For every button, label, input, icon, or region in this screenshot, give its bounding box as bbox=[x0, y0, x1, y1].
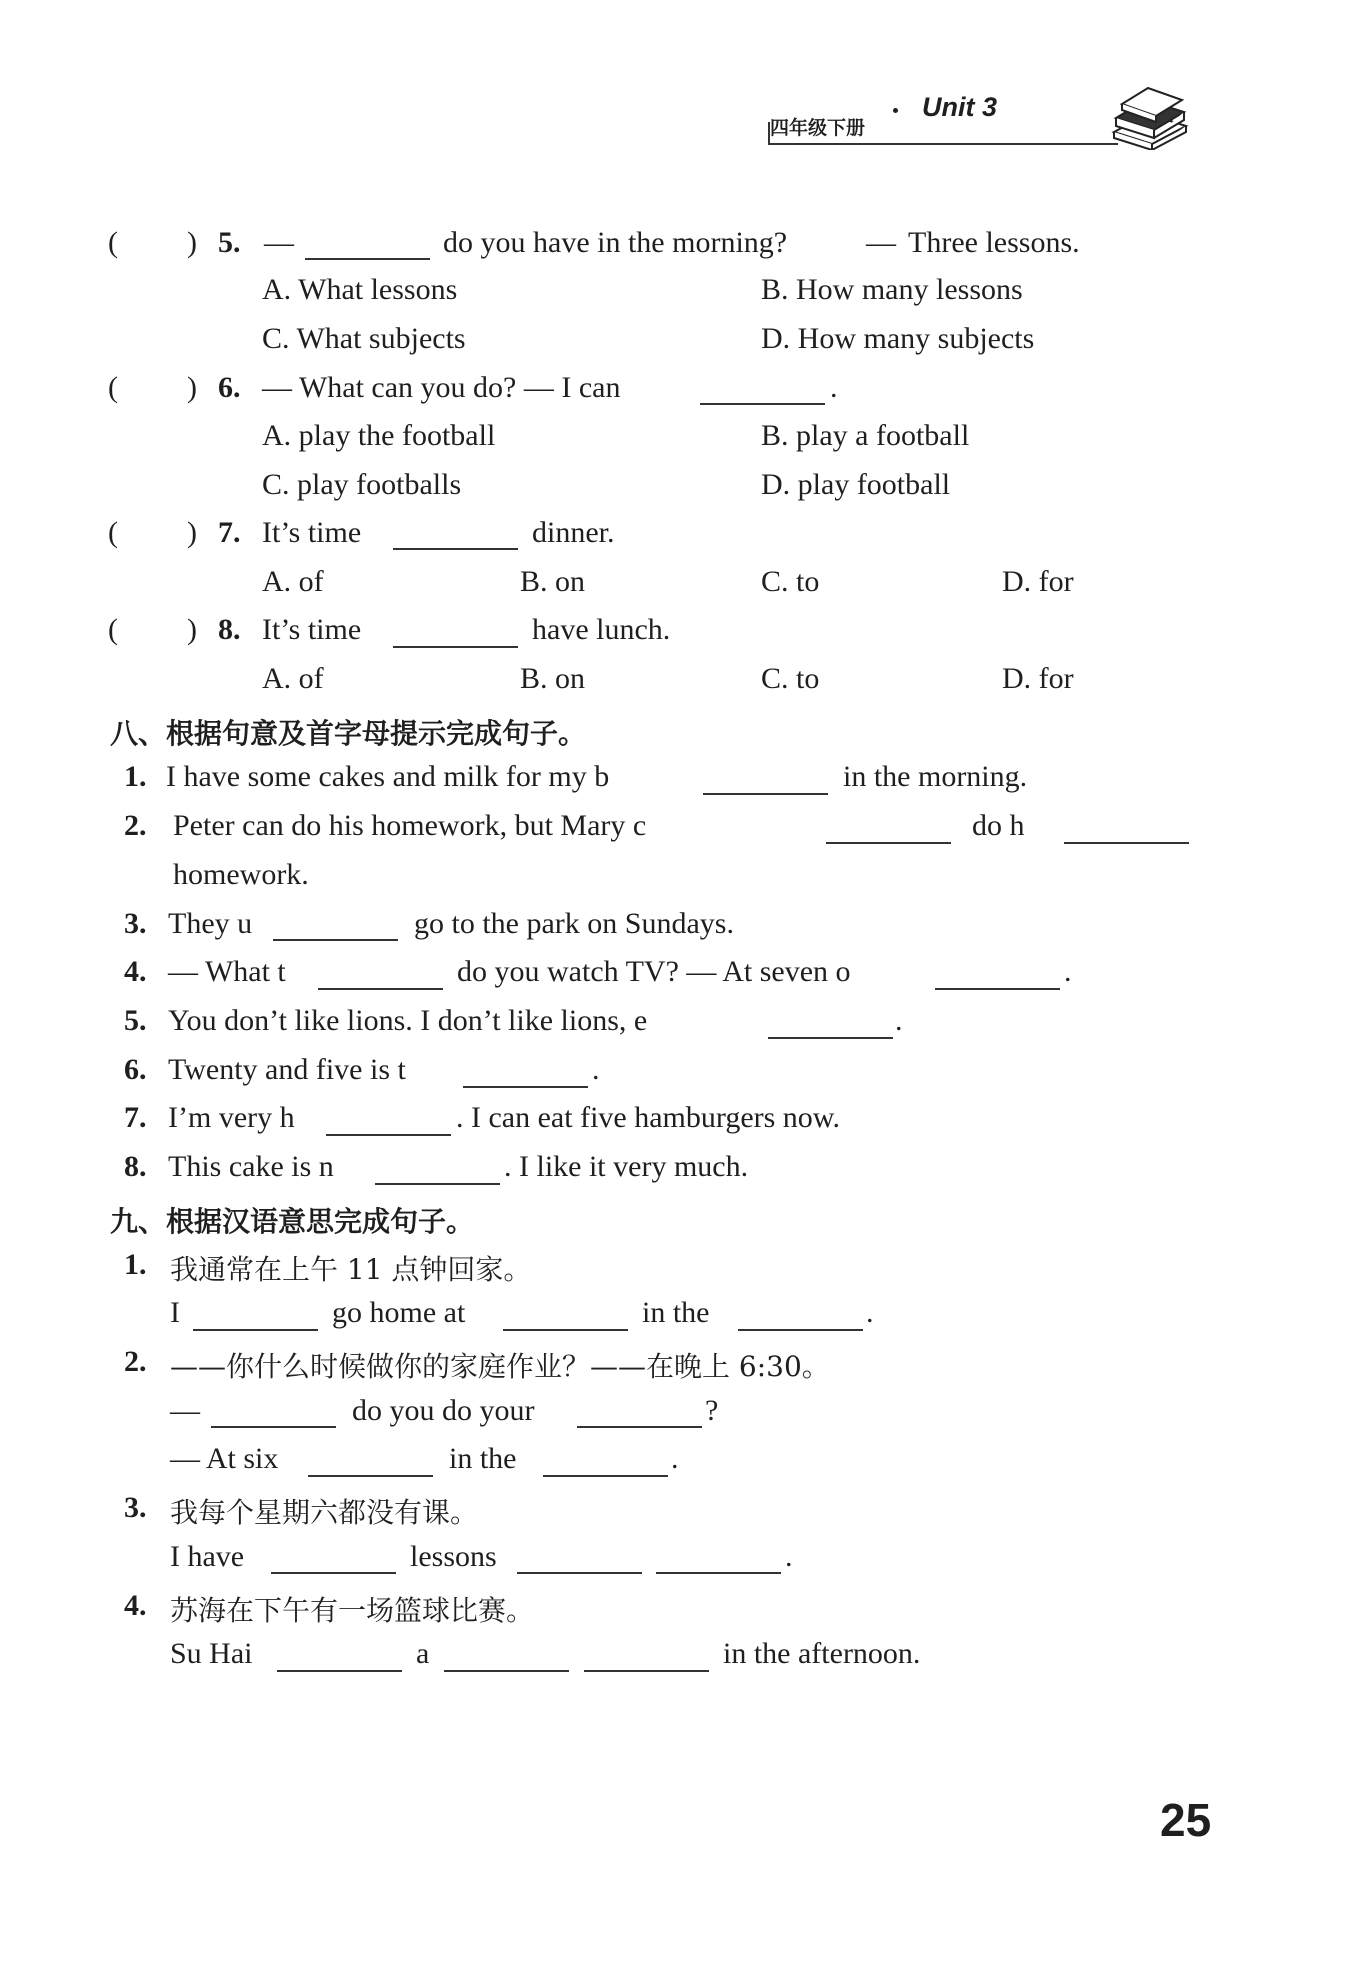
s9-item-4-number: 4. bbox=[124, 1589, 147, 1622]
s8-item-1-text-2: in the morning. bbox=[843, 760, 1028, 793]
s9-item-4-blank-3[interactable] bbox=[584, 1670, 709, 1672]
s9-item-3-number: 3. bbox=[124, 1491, 147, 1524]
q5-stem: do you have in the morning? bbox=[443, 226, 788, 259]
header-unit: Unit 3 bbox=[922, 92, 998, 122]
q6-option-d: D. play football bbox=[761, 468, 951, 501]
s9-item-1-chinese: 我通常在上午 11 点钟回家。 bbox=[170, 1253, 532, 1286]
q8-option-c: C. to bbox=[761, 662, 820, 695]
s8-item-2-blank-1[interactable] bbox=[826, 842, 951, 844]
s8-item-7-text: I’m very h bbox=[168, 1101, 295, 1134]
s9-item-3-blank-1[interactable] bbox=[271, 1572, 396, 1574]
q6-option-a: A. play the football bbox=[262, 419, 496, 452]
s8-item-4-number: 4. bbox=[124, 955, 147, 988]
s9-item-2-line-1-end: ? bbox=[705, 1394, 719, 1427]
q5-blank[interactable] bbox=[305, 258, 430, 260]
s9-item-3-blank-3[interactable] bbox=[656, 1572, 781, 1574]
s8-item-4-blank-2[interactable] bbox=[935, 988, 1060, 990]
s8-item-6-number: 6. bbox=[124, 1053, 147, 1086]
s8-item-6-text: Twenty and five is t bbox=[168, 1053, 406, 1086]
s8-item-4-text: — What t bbox=[168, 955, 286, 988]
s9-item-2-line-1-text-2: do you do your bbox=[352, 1394, 535, 1427]
q6-number: 6. bbox=[218, 371, 241, 404]
q8-end: have lunch. bbox=[532, 613, 671, 646]
q6-paren-open: ( bbox=[108, 371, 118, 404]
s9-item-2-line-1-start: — bbox=[170, 1394, 200, 1427]
s8-item-5-number: 5. bbox=[124, 1004, 147, 1037]
q5-option-d: D. How many subjects bbox=[761, 322, 1035, 355]
s8-item-7-text-2: . I can eat five hamburgers now. bbox=[456, 1101, 841, 1134]
s8-item-1-blank[interactable] bbox=[703, 793, 828, 795]
q5-option-b: B. How many lessons bbox=[761, 273, 1023, 306]
books-stack-icon bbox=[1108, 86, 1190, 150]
s8-item-3-blank[interactable] bbox=[273, 939, 398, 941]
s8-item-8-blank[interactable] bbox=[375, 1183, 500, 1185]
s9-item-2-line-2-text-2: in the bbox=[449, 1442, 517, 1475]
q7-option-a: A. of bbox=[262, 565, 324, 598]
s8-item-2-text-2: do h bbox=[972, 809, 1025, 842]
section-9-heading: 九、根据汉语意思完成句子。 bbox=[110, 1205, 475, 1238]
q5-option-c: C. What subjects bbox=[262, 322, 466, 355]
s9-item-1-blank-2[interactable] bbox=[503, 1329, 628, 1331]
s9-item-4-blank-1[interactable] bbox=[277, 1670, 402, 1672]
q6-end: . bbox=[830, 371, 838, 404]
s9-item-1-line-1-end: . bbox=[866, 1296, 874, 1329]
q8-paren-open: ( bbox=[108, 613, 118, 646]
s8-item-2-text: Peter can do his homework, but Mary c bbox=[173, 809, 647, 842]
s9-item-2-line-2-start: — At six bbox=[170, 1442, 279, 1475]
s8-item-2-text-3: homework. bbox=[173, 858, 309, 891]
q7-option-b: B. on bbox=[520, 565, 586, 598]
q8-blank[interactable] bbox=[393, 646, 518, 648]
s8-item-3-text: They u bbox=[168, 907, 253, 940]
q5-option-a: A. What lessons bbox=[262, 273, 458, 306]
q6-option-b: B. play a football bbox=[761, 419, 970, 452]
s9-item-3-line-1-start: I have bbox=[170, 1540, 245, 1573]
q7-blank[interactable] bbox=[393, 548, 518, 550]
s9-item-2-blank-1[interactable] bbox=[211, 1426, 336, 1428]
s8-item-1-number: 1. bbox=[124, 760, 147, 793]
q5-paren-open: ( bbox=[108, 226, 118, 259]
q8-option-d: D. for bbox=[1002, 662, 1074, 695]
s9-item-2-blank-4[interactable] bbox=[543, 1475, 668, 1477]
q8-stem: It’s time bbox=[262, 613, 362, 646]
s9-item-1-line-1-text-3: in the bbox=[642, 1296, 710, 1329]
s8-item-6-blank[interactable] bbox=[463, 1086, 588, 1088]
q6-stem: — What can you do? — I can bbox=[262, 371, 621, 404]
s8-item-2-number: 2. bbox=[124, 809, 147, 842]
q7-end: dinner. bbox=[532, 516, 615, 549]
s9-item-1-number: 1. bbox=[124, 1248, 147, 1281]
s9-item-3-blank-2[interactable] bbox=[517, 1572, 642, 1574]
s9-item-3-chinese: 我每个星期六都没有课。 bbox=[170, 1496, 479, 1529]
s9-item-1-blank-1[interactable] bbox=[193, 1329, 318, 1331]
header-grade: 四年级下册 bbox=[770, 117, 866, 139]
s9-item-2-blank-3[interactable] bbox=[308, 1475, 433, 1477]
q5-dash-1: — bbox=[264, 226, 294, 259]
s9-item-3-line-1-text-2: lessons bbox=[410, 1540, 497, 1573]
q7-number: 7. bbox=[218, 516, 241, 549]
page-number: 25 bbox=[1160, 1794, 1212, 1846]
header-dot bbox=[893, 108, 898, 113]
q8-number: 8. bbox=[218, 613, 241, 646]
s9-item-2-chinese: ——你什么时候做你的家庭作业？——在晚上 6:30。 bbox=[170, 1350, 830, 1383]
s8-item-3-text-2: go to the park on Sundays. bbox=[414, 907, 734, 940]
s9-item-1-line-1-start: I bbox=[170, 1296, 180, 1329]
q5-answer: Three lessons. bbox=[908, 226, 1080, 259]
s9-item-2-blank-2[interactable] bbox=[577, 1426, 702, 1428]
s9-item-4-chinese: 苏海在下午有一场篮球比赛。 bbox=[170, 1594, 535, 1627]
s9-item-4-line-1-text-2: a bbox=[416, 1637, 430, 1670]
q5-dash-2: — bbox=[866, 226, 896, 259]
s9-item-4-blank-2[interactable] bbox=[444, 1670, 569, 1672]
s8-item-8-text-2: . I like it very much. bbox=[504, 1150, 749, 1183]
q6-option-c: C. play footballs bbox=[262, 468, 462, 501]
s8-item-2-blank-2[interactable] bbox=[1064, 842, 1189, 844]
s9-item-4-line-1-start: Su Hai bbox=[170, 1637, 253, 1670]
s8-item-7-blank[interactable] bbox=[326, 1134, 451, 1136]
s8-item-4-blank-1[interactable] bbox=[318, 988, 443, 990]
q6-paren-close: ) bbox=[187, 371, 197, 404]
section-8-heading: 八、根据句意及首字母提示完成句子。 bbox=[110, 717, 587, 750]
header-rule bbox=[768, 143, 1118, 145]
s8-item-4-end: . bbox=[1064, 955, 1072, 988]
s9-item-1-blank-3[interactable] bbox=[738, 1329, 863, 1331]
s8-item-8-number: 8. bbox=[124, 1150, 147, 1183]
s8-item-3-number: 3. bbox=[124, 907, 147, 940]
s9-item-3-line-1-end: . bbox=[785, 1540, 793, 1573]
s8-item-5-text: You don’t like lions. I don’t like lions, e bbox=[168, 1004, 648, 1037]
q5-number: 5. bbox=[218, 226, 241, 259]
s9-item-4-line-1-end: in the afternoon. bbox=[723, 1637, 921, 1670]
s8-item-5-blank[interactable] bbox=[768, 1037, 893, 1039]
s9-item-1-line-1-text-2: go home at bbox=[332, 1296, 466, 1329]
q7-stem: It’s time bbox=[262, 516, 362, 549]
s8-item-7-number: 7. bbox=[124, 1101, 147, 1134]
q6-blank[interactable] bbox=[700, 403, 825, 405]
q8-paren-close: ) bbox=[187, 613, 197, 646]
s8-item-1-text: I have some cakes and milk for my b bbox=[166, 760, 610, 793]
q8-option-b: B. on bbox=[520, 662, 586, 695]
s9-item-2-line-2-end: . bbox=[671, 1442, 679, 1475]
q7-option-c: C. to bbox=[761, 565, 820, 598]
q5-paren-close: ) bbox=[187, 226, 197, 259]
s8-item-5-end: . bbox=[895, 1004, 903, 1037]
q7-option-d: D. for bbox=[1002, 565, 1074, 598]
s8-item-4-text-2: do you watch TV? — At seven o bbox=[457, 955, 851, 988]
q7-paren-open: ( bbox=[108, 516, 118, 549]
s9-item-2-number: 2. bbox=[124, 1345, 147, 1378]
q8-option-a: A. of bbox=[262, 662, 324, 695]
s8-item-8-text: This cake is n bbox=[168, 1150, 334, 1183]
s8-item-6-end: . bbox=[592, 1053, 600, 1086]
q7-paren-close: ) bbox=[187, 516, 197, 549]
